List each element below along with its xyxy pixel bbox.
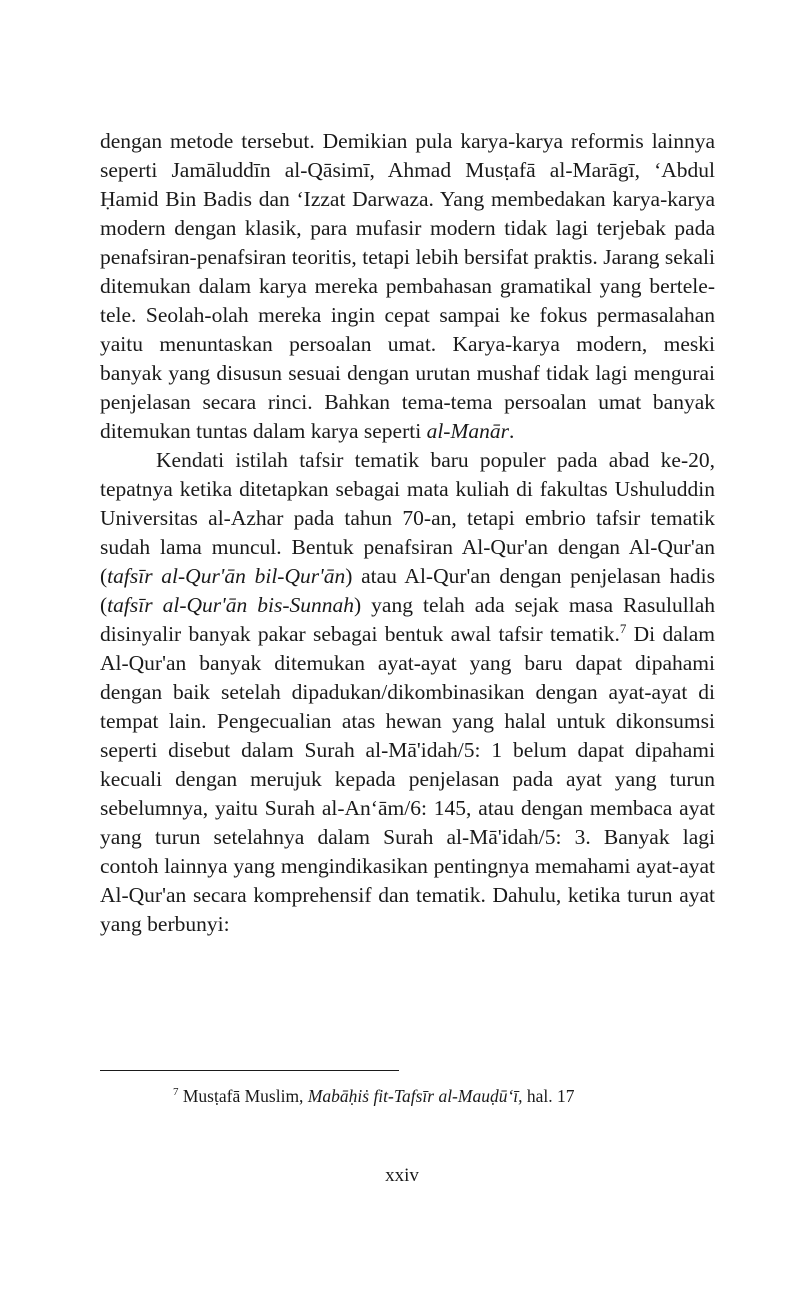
footnote — [173, 1084, 713, 1108]
paragraph-2-text-c: ) yang telah ada sejak masa Rasulullah disinyalir banyak pakar sebagai bentuk awal tafsir tematik. — [100, 593, 716, 646]
body-text — [100, 127, 715, 939]
page-number: xxiv — [385, 1165, 419, 1186]
paragraph-2-text-b: ) atau Al-Qur'an dengan penjelasan hadis ( — [100, 564, 715, 617]
paragraph-1-end: . — [509, 419, 515, 443]
paragraph-1 — [100, 127, 715, 446]
footnote-reference[interactable]: 7 — [619, 620, 627, 636]
paragraph-2-term-1: tafsīr al-Qur'ān bil-Qur'ān — [107, 564, 346, 588]
footnote-page: hal. 17 — [522, 1086, 575, 1106]
paragraph-2-text-a: Kendati istilah tafsir tematik baru populer pada abad ke-20, tepatnya ketika ditetapkan sebagai mata kuliah di fakultas Ushuluddin Universitas al-Azhar pada tahun 70-an, tetapi embrio tafsir tematik sudah lama muncul. Bentuk penafsiran Al-Qur'an dengan Al-Qur'an ( — [100, 448, 715, 588]
footnote-author: Musṭafā Muslim, — [178, 1086, 308, 1106]
footnote-number: 7 — [173, 1086, 179, 1099]
paragraph-1-text: dengan metode tersebut. Demikian pula karya-karya reformis lainnya seperti Jamāluddīn al-Qāsimī, Ahmad Musṭafā al-Marāgī, ‘Abdul Ḥamid Bin Badis dan ‘Izzat Darwaza. Yang membedakan karya-karya modern dengan klasik, para mufasir modern tidak lagi terjebak pada penafsiran-penafsiran teoritis, tetapi lebih bersifat praktis. Jarang sekali ditemukan dalam karya mereka pembahasan gramatikal yang bertele-tele. Seolah-olah mereka ingin cepat sampai ke fokus permasalahan yaitu menuntaskan persoalan umat. Karya-karya modern, meski banyak yang disusun sesuai dengan urutan mushaf tidak lagi mengurai penjelasan secara rinci. Bahkan tema-tema persoalan umat banyak ditemukan tuntas dalam karya seperti — [100, 129, 715, 443]
paragraph-2-text-d: Di dalam Al-Qur'an banyak ditemukan ayat-ayat yang baru dapat dipahami dengan baik setelah dipadukan/dikombinasikan dengan ayat-ayat di tempat lain. Pengecualian atas hewan yang halal untuk dikonsumsi seperti disebut dalam Surah al-Mā'idah/5: 1 belum dapat dipahami kecuali dengan merujuk kepada penjelasan pada ayat yang turun sebelumnya, yaitu Surah al-An‘ām/6: 145, atau dengan membaca ayat yang turun setelahnya dalam Surah al-Mā'idah/5: 3. Banyak lagi contoh lainnya yang mengindikasikan pentingnya memahami ayat-ayat Al-Qur'an secara komprehensif dan tematik. Dahulu, ketika turun ayat yang berbunyi: — [100, 622, 715, 936]
footnote-title: Mabāḥiṡ fit-Tafsīr al-Mauḍū‘ī, — [307, 1086, 523, 1106]
paragraph-2 — [100, 446, 715, 939]
paragraph-1-italic-title: al-Manār — [426, 419, 509, 443]
paragraph-2-term-2: tafsīr al-Qur'ān bis-Sunnah — [107, 593, 354, 617]
footnote-divider — [100, 1070, 399, 1071]
